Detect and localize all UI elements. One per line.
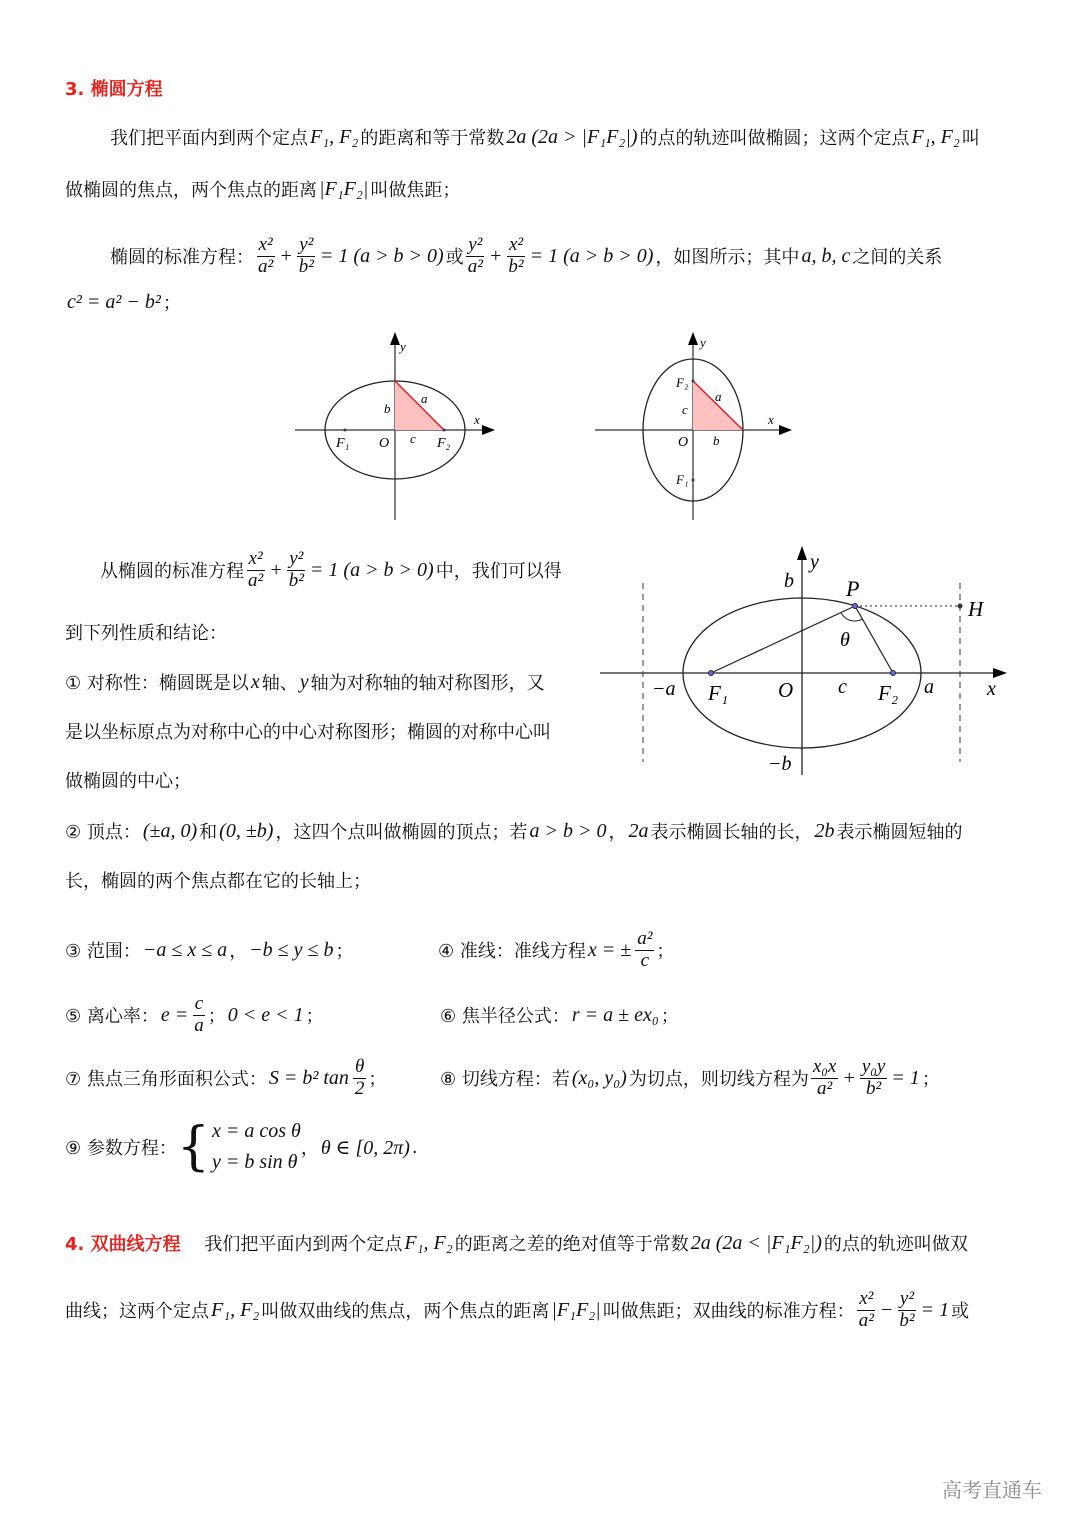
- text-segment: 从椭圆的标准方程: [100, 561, 244, 582]
- text-segment: 表示椭圆长轴的长，: [650, 822, 813, 843]
- math-expression: θ ∈ [0, 2π): [320, 1136, 410, 1159]
- text-segment: ；: [368, 1069, 387, 1090]
- point-h-label: H: [968, 597, 984, 621]
- fraction-numerator: y²: [468, 233, 483, 255]
- equation-system: [177, 1116, 301, 1178]
- focus-f1-label: F₁: [676, 472, 689, 487]
- y-axis-label: y: [400, 339, 406, 354]
- text-segment: ；: [335, 941, 354, 962]
- fraction-denominator: b²: [865, 1077, 882, 1099]
- text-segment: 叫做双曲线的焦点，两个焦点的距离: [261, 1301, 550, 1322]
- fraction-numerator: x²: [248, 547, 263, 569]
- prop2-line2: [65, 850, 371, 910]
- text-segment: 椭圆的标准方程：: [110, 247, 254, 268]
- fraction-denominator: b²: [899, 1309, 915, 1331]
- text-segment: 曲线；这两个定点: [65, 1301, 209, 1322]
- fraction-numerator: y²: [289, 547, 304, 569]
- text-segment: ；: [656, 941, 675, 962]
- focus-f1-label: F₁: [336, 436, 350, 451]
- x-axis-label: x: [474, 412, 480, 427]
- fraction-denominator: a²: [258, 255, 274, 277]
- fraction-numerator: a²: [637, 927, 653, 949]
- text-segment: ；: [921, 1069, 940, 1090]
- math-expression: 2a (2a > |F₁F₂|): [506, 125, 638, 148]
- fraction-numerator: y²: [899, 1287, 915, 1309]
- from-eq-line: [100, 540, 562, 600]
- figure-horizontal-ellipse: [290, 330, 500, 525]
- label-a: a: [715, 389, 722, 404]
- prop8: [440, 1048, 940, 1108]
- fraction: [246, 549, 265, 592]
- fraction-numerator: x²: [859, 1287, 874, 1309]
- text-segment: 到下列性质和结论：: [65, 623, 227, 644]
- fraction-denominator: a²: [816, 1077, 833, 1099]
- fraction-denominator: a: [194, 1014, 204, 1036]
- text-segment: ⑦ 焦点三角形面积公式：: [65, 1069, 267, 1090]
- text-segment: ，: [608, 822, 627, 843]
- text-segment: 表示椭圆短轴的: [836, 822, 963, 843]
- text-segment: 为切点，则切线方程为: [628, 1069, 809, 1090]
- fraction-denominator: a²: [467, 255, 483, 277]
- fraction: [860, 1057, 887, 1100]
- math-expression: x: [250, 670, 260, 693]
- fraction-numerator: x²: [258, 233, 273, 255]
- text-segment: ；: [660, 1006, 679, 1027]
- math-expression: F₁, F₂: [310, 125, 359, 148]
- text-segment: 和: [199, 822, 218, 843]
- text-segment: ④ 准线：准线方程: [438, 941, 586, 962]
- fraction-numerator: y₀y: [861, 1055, 886, 1077]
- fraction: [466, 235, 485, 278]
- math-expression: F₁, F₂: [911, 125, 960, 148]
- math-expression: = 1: [920, 1298, 950, 1321]
- text-segment: .: [411, 1136, 418, 1158]
- fraction-numerator: y²: [299, 233, 314, 255]
- text-segment: 3. 椭圆方程: [65, 79, 163, 100]
- label-b: b: [384, 401, 391, 416]
- fraction: [811, 1057, 838, 1100]
- origin-label: O: [678, 435, 689, 450]
- math-expression: −: [879, 1298, 894, 1321]
- fraction: [297, 235, 316, 278]
- fraction-denominator: a²: [248, 569, 264, 591]
- prop5: [65, 985, 324, 1045]
- figure-vertical-ellipse: [590, 330, 800, 525]
- fraction-numerator: θ: [355, 1055, 365, 1077]
- x-axis-label: x: [768, 412, 774, 427]
- text-segment: ；: [207, 1006, 226, 1027]
- prop4: [438, 920, 674, 980]
- text-segment: ；: [162, 293, 181, 314]
- text-segment: ，: [229, 941, 248, 962]
- fraction-denominator: b²: [508, 255, 524, 277]
- fraction: [635, 929, 654, 972]
- fraction-denominator: c: [640, 949, 650, 971]
- text-segment: ，如图所示；其中: [655, 247, 800, 268]
- fraction-denominator: 2: [354, 1077, 365, 1099]
- text-segment: 轴为对称轴的轴对称图形，又: [310, 673, 545, 694]
- math-expression: (0, ±b): [219, 819, 274, 842]
- system-row: y = b sin θ: [211, 1151, 298, 1173]
- label-b: b: [713, 433, 720, 448]
- text-segment: 4. 双曲线方程: [65, 1234, 181, 1255]
- text-segment: 轴、: [261, 673, 298, 694]
- math-expression: +: [488, 244, 503, 267]
- fraction-denominator: a²: [858, 1309, 874, 1331]
- text-segment: 或: [951, 1301, 970, 1322]
- math-expression: F₁, F₂: [211, 1298, 260, 1321]
- focus-f2-label: F₂: [676, 375, 689, 390]
- fraction-denominator: b²: [288, 569, 304, 591]
- text-segment: 是以坐标原点为对称中心的中心对称图形；椭圆的对称中心叫: [65, 722, 551, 743]
- text-segment: 的距离之差的绝对值等于常数: [454, 1234, 689, 1255]
- math-expression: = 1 (a > b > 0): [309, 558, 434, 581]
- focus-f2-label: F₂: [878, 681, 899, 705]
- relation-line: [65, 272, 181, 332]
- def-line2: [65, 159, 460, 219]
- text-segment: 叫: [961, 128, 980, 149]
- text-segment: 叫做焦距；: [370, 180, 461, 201]
- label-c: c: [410, 431, 416, 446]
- text-segment: 我们把平面内到两个定点: [110, 128, 308, 149]
- text-segment: ⑤ 离心率：: [65, 1006, 159, 1027]
- fraction: [506, 235, 525, 278]
- text-segment: 中，我们可以得: [435, 561, 562, 582]
- label-c: c: [682, 402, 688, 417]
- y-axis-label: y: [810, 551, 819, 573]
- math-expression: = 1 (a > b > 0): [319, 244, 444, 267]
- text-segment: 叫做焦距；双曲线的标准方程：: [602, 1301, 855, 1322]
- origin-label: O: [379, 436, 390, 451]
- math-expression: x = ±: [587, 938, 632, 961]
- math-expression: F₁, F₂: [404, 1231, 453, 1254]
- math-expression: |F₁F₂|: [551, 1298, 601, 1321]
- fraction: [256, 235, 275, 278]
- origin-label: O: [778, 678, 794, 702]
- math-expression: r = a ± ex₀: [571, 1003, 659, 1026]
- focus-f2-label: F₂: [437, 436, 451, 451]
- math-expression: 2b: [814, 819, 835, 842]
- text-segment: 我们把平面内到两个定点: [180, 1234, 403, 1255]
- math-expression: (x₀, y₀): [571, 1066, 627, 1089]
- fraction-denominator: b²: [298, 255, 314, 277]
- math-expression: |F₁F₂|: [319, 177, 369, 200]
- fraction-numerator: c: [194, 992, 204, 1014]
- left-brace: {: [176, 1117, 210, 1177]
- text-segment: ，: [300, 1138, 319, 1159]
- fraction: [192, 994, 206, 1037]
- math-expression: −a ≤ x ≤ a: [142, 938, 228, 961]
- text-segment: ⑥ 焦半径公式：: [440, 1006, 570, 1027]
- angle-theta-label: θ: [840, 629, 850, 651]
- math-expression: 2a (2a < |F₁F₂|): [690, 1231, 822, 1254]
- watermark: 高考直通车: [942, 1478, 1042, 1502]
- math-expression: = 1 (a > b > 0): [529, 244, 654, 267]
- text-segment: 的距离和等于常数: [360, 128, 505, 149]
- math-expression: 2a: [628, 819, 649, 842]
- text-segment: 的点的轨迹叫做双: [823, 1234, 968, 1255]
- system-rows: [212, 1116, 301, 1178]
- text-segment: ① 对称性：椭圆既是以: [65, 673, 249, 694]
- text-segment: ② 顶点：: [65, 822, 141, 843]
- math-expression: = 1: [891, 1066, 920, 1089]
- text-segment: ，这四个点叫做椭圆的顶点；若: [275, 822, 528, 843]
- label-c: c: [838, 676, 847, 698]
- label-neg-b: −b: [768, 753, 792, 775]
- text-segment: ⑨ 参数方程：: [65, 1138, 177, 1159]
- label-b: b: [784, 570, 794, 592]
- text-segment: 或: [445, 247, 464, 268]
- math-expression: a, b, c: [801, 244, 851, 267]
- math-expression: +: [842, 1066, 856, 1089]
- math-expression: −b ≤ y ≤ b: [249, 938, 334, 961]
- prop3: [65, 920, 354, 980]
- x-axis-label: x: [987, 678, 996, 700]
- math-expression: c² = a² − b²: [67, 290, 161, 313]
- fraction-numerator: x²: [508, 233, 524, 255]
- math-expression: e =: [160, 1003, 189, 1026]
- math-expression: S = b² tan: [268, 1066, 349, 1089]
- fraction: [287, 549, 306, 592]
- fraction: [897, 1289, 916, 1332]
- def-line1: [110, 107, 980, 167]
- math-expression: +: [269, 558, 283, 581]
- math-expression: (±a, 0): [142, 819, 198, 842]
- fraction: [857, 1289, 876, 1332]
- math-expression: y: [299, 670, 309, 693]
- figure-ellipse-properties: [600, 540, 1020, 780]
- prop6: [440, 985, 679, 1045]
- label-a: a: [421, 391, 428, 406]
- system-row: x = a cos θ: [211, 1120, 301, 1142]
- math-expression: 0 < e < 1: [227, 1003, 304, 1026]
- text-segment: 长，椭圆的两个焦点都在它的长轴上；: [65, 871, 371, 892]
- prop7: [65, 1048, 386, 1108]
- label-neg-a: −a: [652, 678, 676, 700]
- fraction-numerator: x₀x: [812, 1055, 837, 1077]
- text-segment: ③ 范围：: [65, 941, 141, 962]
- section4-line2: [65, 1280, 969, 1340]
- text-segment: 做椭圆的中心；: [65, 771, 191, 792]
- text-segment: 的点的轨迹叫做椭圆；这两个定点: [639, 128, 910, 149]
- math-expression: a > b > 0: [529, 819, 607, 842]
- text-segment: 之间的关系: [852, 247, 943, 268]
- focus-f1-label: F₁: [708, 681, 729, 705]
- fraction: [353, 1057, 367, 1100]
- math-expression: +: [279, 244, 293, 267]
- text-segment: ⑧ 切线方程：若: [440, 1069, 570, 1090]
- text-segment: ；: [305, 1006, 324, 1027]
- point-p-label: P: [846, 576, 860, 601]
- std-eq-line: [110, 226, 942, 286]
- y-axis-label: y: [700, 335, 706, 350]
- prop9: [65, 1117, 418, 1177]
- text-segment: 做椭圆的焦点，两个焦点的距离: [65, 180, 317, 201]
- section4-line1: [65, 1213, 968, 1273]
- label-a: a: [924, 676, 934, 698]
